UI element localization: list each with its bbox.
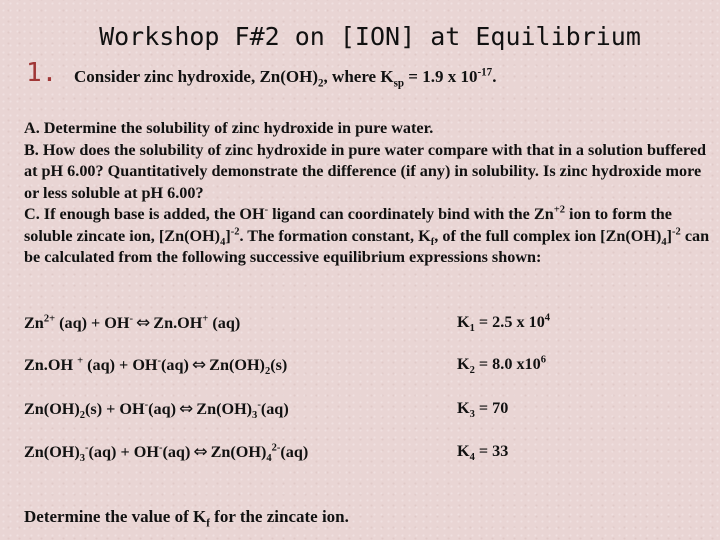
k4-value: = 33 (474, 442, 509, 460)
k3-value: = 70 (474, 399, 509, 417)
eq4-r1-sub: 3 (79, 453, 86, 465)
part-c-sup2: +2 (553, 204, 565, 216)
eq2-r1-sup: + (77, 355, 84, 367)
intro-sub-a: 2 (318, 77, 324, 90)
eq2-p1: Zn(OH) (209, 356, 265, 374)
part-c-t3: ion to form the soluble zincate ion, [Zn(OH) (24, 205, 672, 245)
equilibrium-arrow-icon: ⇔ (193, 442, 208, 462)
part-c-sub3: 4 (220, 236, 226, 248)
intro-sub-b: sp (393, 77, 405, 90)
part-c-t1: C. If enough base is added, the OH (24, 205, 265, 223)
eq3-r2-sup: - (144, 399, 149, 411)
part-c (24, 204, 714, 269)
final-text-a: Determine the value of K (24, 507, 207, 526)
eq1-r2-sup: - (129, 313, 134, 325)
eq4-p2: (aq) (280, 443, 309, 461)
eq1-r1: Zn (24, 314, 44, 332)
k1-sup: 4 (544, 312, 551, 324)
part-c-t2: ligand can coordinately bind with the Zn (268, 205, 554, 223)
k3-symbol: K (457, 399, 470, 417)
part-c-t4: ] (225, 226, 231, 245)
intro-text-a: Consider zinc hydroxide, Zn(OH) (74, 67, 319, 86)
constant-k1 (457, 312, 551, 335)
eq4-r3: (aq) (162, 443, 191, 461)
eq4-p1: Zn(OH) (210, 443, 267, 461)
k2-sup: 6 (540, 354, 547, 366)
k1-sub: 1 (469, 323, 475, 335)
k4-sub: 4 (469, 452, 475, 464)
part-c-sup1: - (264, 204, 269, 216)
eq2-p2: (s) (270, 356, 288, 374)
part-c-sub5: f (430, 236, 435, 248)
part-c-sup4: -2 (230, 226, 240, 238)
slide-title: Workshop F#2 on [ION] at Equilibrium (99, 22, 641, 51)
part-b: B. How does the solubility of zinc hydroxide in pure water compare with that in a solution buffered at pH 6.00? Quantitatively demonstrate the difference (if any) in solubility. Is zinc hydroxide more or less soluble at pH 6.00? (24, 140, 707, 202)
part-c-t8: can be calculated from the following successive equilibrium expressions shown: (24, 226, 710, 266)
equation-3 (24, 399, 289, 422)
part-c-t6: , of the full complex ion [Zn(OH) (434, 226, 662, 245)
eq2-r2-sup: - (157, 355, 162, 367)
intro-text-d: . (492, 67, 497, 86)
intro-sup-c: -17 (477, 66, 493, 79)
intro-text-c: = 1.9 x 10 (404, 67, 478, 86)
constant-k2 (457, 354, 547, 377)
eq1-r1-sup: 2+ (43, 313, 56, 325)
final-sub: f (206, 517, 210, 530)
eq2-r2: (aq) + OH (83, 356, 158, 374)
eq3-r3: (aq) (148, 400, 177, 418)
equation-2 (24, 355, 288, 378)
equilibrium-arrow-icon: ⇔ (179, 399, 194, 419)
constant-k4 (457, 442, 509, 464)
part-c-t7: ] (666, 226, 672, 245)
intro-text-b: , where K (323, 67, 394, 86)
part-c-sup7: -2 (672, 226, 681, 238)
eq3-r1: Zn(OH) (24, 400, 80, 418)
constant-k3 (457, 399, 509, 421)
eq3-r1-sub: 2 (79, 410, 86, 422)
eq2-p1-sub: 2 (264, 366, 271, 378)
eq4-r1-sup: - (85, 442, 89, 454)
eq3-p1: Zn(OH) (196, 400, 253, 418)
eq4-r1: Zn(OH) (24, 443, 80, 461)
k2-symbol: K (457, 355, 470, 373)
eq4-p1-sup: 2- (271, 442, 281, 454)
eq3-p1-sup: - (257, 399, 261, 411)
k1-value: = 2.5 x 10 (474, 313, 545, 331)
k1-symbol: K (457, 313, 470, 331)
eq4-r2: (aq) + OH (88, 443, 159, 461)
eq1-p1-sup: + (202, 313, 209, 325)
equilibrium-arrow-icon: ⇔ (191, 355, 207, 375)
eq1-r2: (aq) + OH (55, 314, 130, 332)
part-a: A. Determine the solubility of zinc hydroxide in pure water. (24, 119, 434, 137)
intro-line (74, 66, 497, 90)
eq2-r3: (aq) (161, 356, 189, 374)
eq3-p1-sub: 3 (252, 410, 258, 422)
eq2-r1: Zn.OH (24, 356, 78, 374)
eq3-r2: (s) + OH (85, 400, 145, 418)
k4-symbol: K (457, 442, 470, 460)
k2-sub: 2 (469, 365, 475, 377)
k3-sub: 3 (469, 409, 475, 421)
equation-1 (24, 313, 240, 333)
problem-number: 1. (26, 58, 58, 88)
question-body (24, 118, 714, 269)
eq4-r2-sup: - (158, 442, 163, 454)
eq4-p1-sub: 4 (266, 453, 272, 465)
final-text-b: for the zincate ion. (209, 507, 349, 526)
eq1-p2: (aq) (208, 314, 241, 332)
equilibrium-arrow-icon: ⇔ (136, 313, 151, 333)
eq1-p1: Zn.OH (153, 314, 203, 332)
k2-value: = 8.0 x10 (474, 355, 541, 373)
equation-4 (24, 442, 309, 465)
part-c-sub6: 4 (661, 236, 667, 248)
part-c-t5: . The formation constant, K (239, 226, 431, 245)
eq3-p2: (aq) (260, 400, 289, 418)
final-question (24, 507, 349, 530)
